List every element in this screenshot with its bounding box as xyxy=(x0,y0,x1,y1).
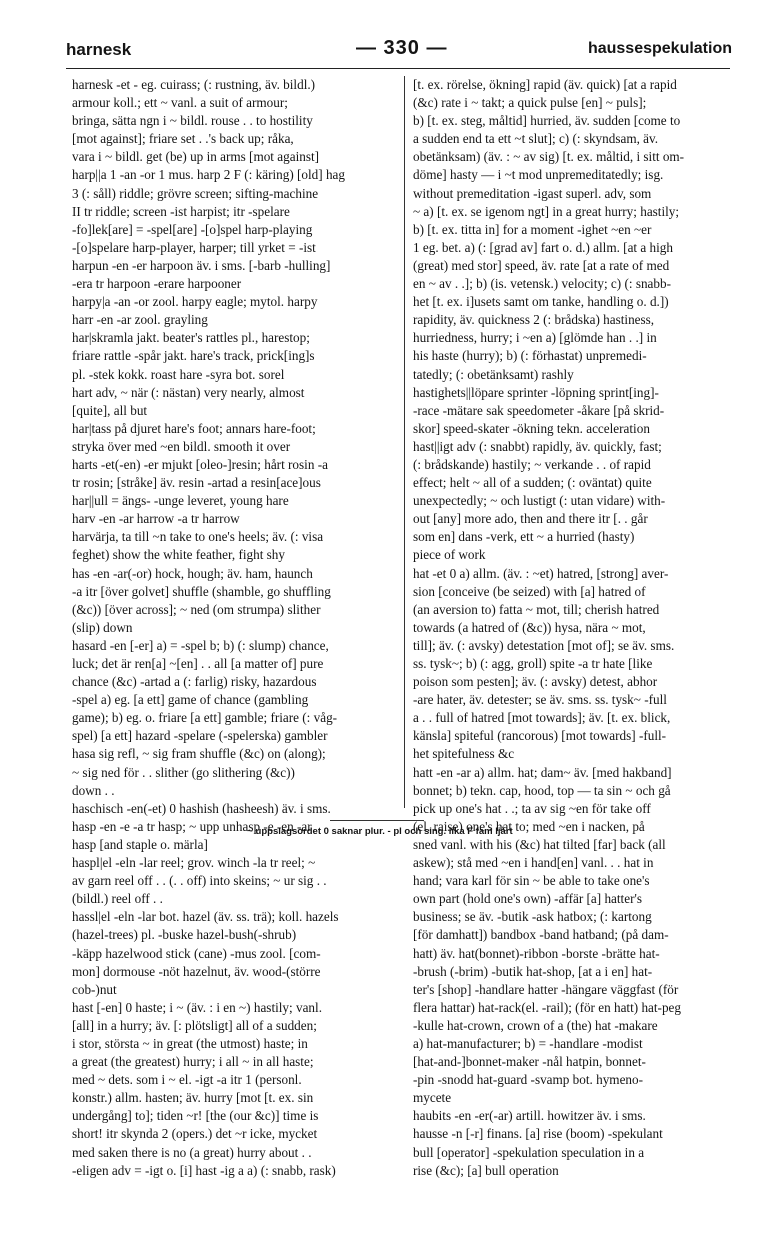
dictionary-line: [all] in a hurry; äv. [: plötsligt] all of a sudden; xyxy=(72,1017,317,1033)
dictionary-line: chance (&c) -artad a (: farlig) risky, hazardous xyxy=(72,674,317,690)
dictionary-line: ss. tysk~; b) (: agg, groll) spite -a tr hate [like xyxy=(413,656,653,671)
dictionary-line: [t. ex. rörelse, ökning] rapid (äv. quick) [at a rapid xyxy=(413,77,677,92)
dictionary-line: (slip) down xyxy=(72,619,133,635)
dictionary-line: effect; helt ~ all of a sudden; (: oväntat) quite xyxy=(413,475,652,491)
dictionary-line: bull [operator] -spekulation speculation in a xyxy=(413,1144,645,1160)
footer-rule xyxy=(330,820,424,821)
dictionary-line: ~ sig ned för . . slither (go slithering (&c)) xyxy=(72,764,295,780)
dictionary-line: flera hattar) hat-rack(el. -rail); (för en hatt) hat-peg xyxy=(413,999,681,1015)
dictionary-line: mycete xyxy=(413,1090,452,1106)
dictionary-line: (hazel-trees) pl. -buske hazel-bush(-shrub) xyxy=(72,927,297,943)
dictionary-line: bonnet; b) tekn. cap, hood, top — ta sin ~ och gå xyxy=(413,782,671,798)
dictionary-line: med ~ dets. som i ~ el. -igt -a itr 1 (personl. xyxy=(72,1072,302,1088)
dictionary-line: unexpectedly; ~ och lustigt (: utan vidare) with- xyxy=(413,493,666,509)
dictionary-line: pick up one's hat . .; ta av sig ~en för take off xyxy=(413,800,651,816)
dictionary-line: (&c) rate i ~ takt; a quick pulse [en] ~ puls]; xyxy=(413,95,647,111)
dictionary-line: -pin -snodd hat-guard -svamp bot. hymeno- xyxy=(413,1072,644,1088)
dictionary-line: het [t. ex. i]usets samt om tanke, handling o. d.]) xyxy=(413,294,669,310)
dictionary-line: business; se äv. -butik -ask hatbox; (: kartong xyxy=(413,909,652,925)
dictionary-line: without premeditation -igast superl. adv, som xyxy=(413,185,652,201)
dictionary-line: het spitefulness &c xyxy=(413,746,515,762)
dictionary-line: som en] dans -verk, ett ~ a hurried (hasty) xyxy=(413,529,635,545)
left-column xyxy=(72,76,395,1180)
dictionary-line: own part (hold one's own) -affär [a] hatter's xyxy=(413,891,642,907)
dictionary-line: -spel a) eg. [a ett] game of chance (gambling xyxy=(72,692,309,708)
dictionary-line: hausse -n [-r] finans. [a] rise (boom) -spekulant xyxy=(413,1126,663,1142)
dictionary-line: undergång] to]; tiden ~r! [the (our &c)] time is xyxy=(72,1108,319,1124)
dictionary-line: a sudden end ta ett ~t slut]; c) (: skyndsam, äv. xyxy=(413,131,659,147)
right-running-headword: haussespekulation xyxy=(587,40,732,57)
dictionary-line: har|skramla jakt. beater's rattles pl., harestop; xyxy=(72,330,310,346)
dictionary-line: harp||a 1 -an -or 1 mus. harp 2 F (: käring) [old] hag xyxy=(72,167,345,183)
dictionary-line: vara i ~ bildl. get (be) up in arms [mot against] xyxy=(72,149,320,165)
dictionary-line: stryka över med ~en bildl. smooth it over xyxy=(72,438,291,454)
dictionary-line: hasard -en [-er] a) = -spel b; b) (: slump) chance, xyxy=(72,637,329,653)
dictionary-line: a great (the greatest) hurry; i all ~ in all haste; xyxy=(72,1054,314,1070)
column-divider xyxy=(404,76,405,808)
page-header xyxy=(66,37,732,70)
dictionary-line: av garn reel off . . (. . off) into skeins; ~ ur sig . . xyxy=(72,873,327,889)
dictionary-line: [hat-and-]bonnet-maker -nål hatpin, bonnet- xyxy=(413,1054,646,1070)
dictionary-line: i stor, största ~ in great (the utmost) haste; in xyxy=(72,1035,308,1051)
dictionary-line: hast||igt adv (: snabbt) rapidly, äv. quickly, fast; xyxy=(413,438,662,454)
dictionary-line: luck; det är ren[a] ~[en] . . all [a matter of] pure xyxy=(72,656,324,671)
dictionary-line: a) hat-manufacturer; b) = -handlare -modist xyxy=(413,1035,643,1051)
dictionary-line: -brush (-brim) -butik hat-shop, [at a i en] hat- xyxy=(413,963,653,979)
dictionary-line: tatedly; (: obetänksamt) rashly xyxy=(413,366,574,382)
dictionary-line: hasa sig refl, ~ sig fram shuffle (&c) on (along); xyxy=(72,746,326,762)
dictionary-line: döme] hasty — i ~t mod unpremeditatedly; isg. xyxy=(413,167,664,183)
dictionary-line: -kulle hat-crown, crown of a (the) hat -makare xyxy=(413,1017,658,1033)
dictionary-line: en ~ av . .]; b) (is. vetensk.) velocity; c) (: snabb- xyxy=(413,276,671,292)
dictionary-line: ~ a) [t. ex. se igenom ngt] in a great hurry; hastily; xyxy=(413,203,680,219)
dictionary-line: hat -et 0 a) allm. (äv. : ~et) hatred, [strong] aver- xyxy=(413,565,669,581)
dictionary-line: a . . full of hatred [mot towards]; äv. [t. ex. blick, xyxy=(413,710,671,726)
dictionary-line: II tr riddle; screen -ist harpist; itr -spelare xyxy=(72,203,290,219)
dictionary-line: ter's [shop] -handlare hatter -hängare väggfast (för xyxy=(413,981,679,997)
dictionary-line: harvärja, ta till ~n take to one's heels; äv. (: visa xyxy=(72,529,324,545)
dictionary-line: pl. -stek kokk. roast hare -syra bot. sorel xyxy=(72,366,285,382)
dictionary-line: hart adv, ~ när (: nästan) very nearly, almost xyxy=(72,384,305,400)
dictionary-line: cob-)nut xyxy=(72,981,117,997)
dictionary-line: sion [conceive (be seized) with [a] hatred of xyxy=(413,583,646,599)
abbreviation-key: ~ uppslagsordet 0 saknar plur. - pl och sing. lika F fam ljårt xyxy=(247,826,513,837)
dictionary-line: hast [-en] 0 haste; i ~ (äv. : i en ~) hastily; vanl. xyxy=(72,999,322,1015)
dictionary-line: känsla] spiteful (rancorous) [mot towards] -full- xyxy=(413,728,667,744)
dictionary-line: mon] dormouse -nöt hazelnut, äv. wood-(större xyxy=(72,963,321,979)
dictionary-line: skor] speed-skater -ökning tekn. acceleration xyxy=(413,420,650,436)
dictionary-line: harnesk -et - eg. cuirass; (: rustning, äv. bildl.) xyxy=(72,77,316,92)
dictionary-line: spel) [a ett] hazard -spelare (-spelerska) gambler xyxy=(72,728,328,744)
left-running-headword: harnesk xyxy=(66,40,132,59)
dictionary-line: till]; äv. (: avsky) detestation [mot of]; se äv. sms. xyxy=(413,637,675,653)
dictionary-line: hatt -en -ar a) allm. hat; dam~ äv. [med hakband] xyxy=(413,764,672,780)
dictionary-line: rise (&c); [a] bull operation xyxy=(413,1162,559,1178)
dictionary-line: rapidity, äv. quickness 2 (: brådska) hastiness, xyxy=(413,312,655,328)
dictionary-line: game); b) eg. o. friare [a ett] gamble; friare (: våg- xyxy=(72,710,338,726)
dictionary-line: [mot against]; friare set . .'s back up; råka, xyxy=(72,131,294,147)
dictionary-line: -era tr harpoon -erare harpooner xyxy=(72,276,242,292)
dictionary-line: has -en -ar(-or) hock, hough; äv. ham, haunch xyxy=(72,565,313,581)
dictionary-line: hatt) äv. hat(bonnet)-ribbon -borste -brätte hat- xyxy=(413,945,660,961)
dictionary-line: tr rosin; [stråke] äv. resin -artad a resin[ace]ous xyxy=(72,475,321,491)
dictionary-line: friare rattle -spår jakt. hare's track, prick[ing]s xyxy=(72,348,315,364)
dictionary-line: haschisch -en(-et) 0 hashish (hasheesh) äv. i sms. xyxy=(72,800,331,816)
dictionary-line: his haste (hurry); b) (: förhastat) unpremedi- xyxy=(413,348,647,364)
dictionary-line: konstr.) allm. hasten; äv. hurry [mot [t. ex. sin xyxy=(72,1090,314,1106)
dictionary-line: -a itr [över golvet] shuffle (shamble, go shuffling xyxy=(72,583,331,599)
dictionary-line: sned vanl. with his (&c) hat tilted [far] back (all xyxy=(413,836,666,852)
dictionary-line: -[o]spelare harp-player, harper; till yrket = -ist xyxy=(72,239,316,255)
dictionary-line: 1 eg. bet. a) (: [grad av] fart o. d.) allm. [at a high xyxy=(413,239,673,255)
dictionary-line: har|tass på djuret hare's foot; annars hare-foot; xyxy=(72,420,316,436)
dictionary-line: bringa, sätta ngn i ~ bildl. rouse . . to hostility xyxy=(72,113,313,129)
dictionary-line: (&c)) [över across]; ~ ned (om strumpa) slither xyxy=(72,601,321,617)
dictionary-line: med saken there is no (a great) hurry about . . xyxy=(72,1144,312,1160)
dictionary-line: haubits -en -er(-ar) artill. howitzer äv. i sms. xyxy=(413,1108,646,1124)
dictionary-line: -race -mätare sak speedometer -åkare [på skrid- xyxy=(413,402,665,418)
dictionary-line: -are hater, äv. detester; se äv. sms. ss. tysk~ -full xyxy=(413,692,667,708)
dictionary-line: [för damhatt]) bandbox -band hatband; (på dam- xyxy=(413,927,669,943)
dictionary-line: short! itr skynda 2 (opers.) det ~r icke, mycket xyxy=(72,1126,318,1142)
dictionary-line: (an aversion to) fatta ~ mot, till; cherish hatred xyxy=(413,601,660,617)
dictionary-line: (el. raise) one's hat to; med ~en i nacken, på xyxy=(413,818,645,834)
dictionary-line: b) [t. ex. titta in] for a moment -ighet ~en ~er xyxy=(413,221,652,237)
dictionary-line: hassl|el -eln -lar bot. hazel (äv. ss. trä); koll. hazels xyxy=(72,909,339,925)
dictionary-line: askew); stå med ~en i hand[en] vanl. . . hat in xyxy=(413,855,654,871)
right-column xyxy=(413,76,729,1180)
dictionary-line: -eligen adv = -igt o. [i] hast -ig a a) (: snabb, rask) xyxy=(72,1162,336,1178)
dictionary-line: b) [t. ex. steg, måltid] hurried, äv. sudden [come to xyxy=(413,113,681,129)
dictionary-line: har||ull = ängs- -unge leveret, young hare xyxy=(72,493,289,509)
dictionary-line: harpun -en -er harpoon äv. i sms. [-barb -hulling] xyxy=(72,257,331,273)
dictionary-line: haspl|el -eln -lar reel; grov. winch -la tr reel; ~ xyxy=(72,855,316,871)
dictionary-line: (great) med stor] speed, äv. rate [at a rate of med xyxy=(413,257,670,273)
dictionary-line: feghet) show the white feather, fight shy xyxy=(72,547,285,563)
dictionary-line: obetänksam) (äv. : ~ av sig) [t. ex. måltid, i sitt om- xyxy=(413,149,685,165)
dictionary-line: hurriedness, hurry; i ~en a) [glömde han . .] in xyxy=(413,330,657,346)
dictionary-line: (bildl.) reel off . . xyxy=(72,891,163,907)
dictionary-line: towards (a hatred of (&c)) hysa, nära ~ mot, xyxy=(413,619,646,635)
dictionary-line: hand; vara karl för sin ~ be able to take one's xyxy=(413,873,650,889)
dictionary-line: hasp -en -e -a tr hasp; ~ upp unhasp -e -en -ar xyxy=(72,818,312,834)
dictionary-line: harr -en -ar zool. grayling xyxy=(72,312,208,328)
dictionary-line: armour koll.; ett ~ vanl. a suit of armour; xyxy=(72,95,288,111)
dictionary-line: harv -en -ar harrow -a tr harrow xyxy=(72,511,240,527)
dictionary-line: poison som pesten]; äv. (: avsky) detest, abhor xyxy=(413,674,658,690)
dictionary-line: (: brådskande) hastily; ~ verkande . . of rapid xyxy=(413,456,651,472)
dictionary-line: hasp [and staple o. märla] xyxy=(72,836,208,852)
dictionary-line: -käpp hazelwood stick (cane) -mus zool. [com- xyxy=(72,945,321,961)
dictionary-line: [quite], all but xyxy=(72,402,148,418)
dictionary-line: harpy|a -an -or zool. harpy eagle; mytol. harpy xyxy=(72,294,318,310)
dictionary-line: down . . xyxy=(72,782,115,798)
header-rule xyxy=(66,68,730,69)
dictionary-line: -fo]lek[are] = -spel[are] -[o]spel harp-playing xyxy=(72,221,313,237)
dictionary-line: piece of work xyxy=(413,547,486,563)
dictionary-line: out [any] more ado, then and there itr [. . går xyxy=(413,511,648,527)
page-number: — 330 — xyxy=(356,37,448,59)
dictionary-line: 3 (: såll) riddle; grövre screen; sifting-machine xyxy=(72,185,319,201)
dictionary-line: hastighets||löpare sprinter -löpning sprint[ing]- xyxy=(413,384,659,400)
dictionary-line: harts -et(-en) -er mjukt [oleo-]resin; hårt rosin -a xyxy=(72,456,328,472)
